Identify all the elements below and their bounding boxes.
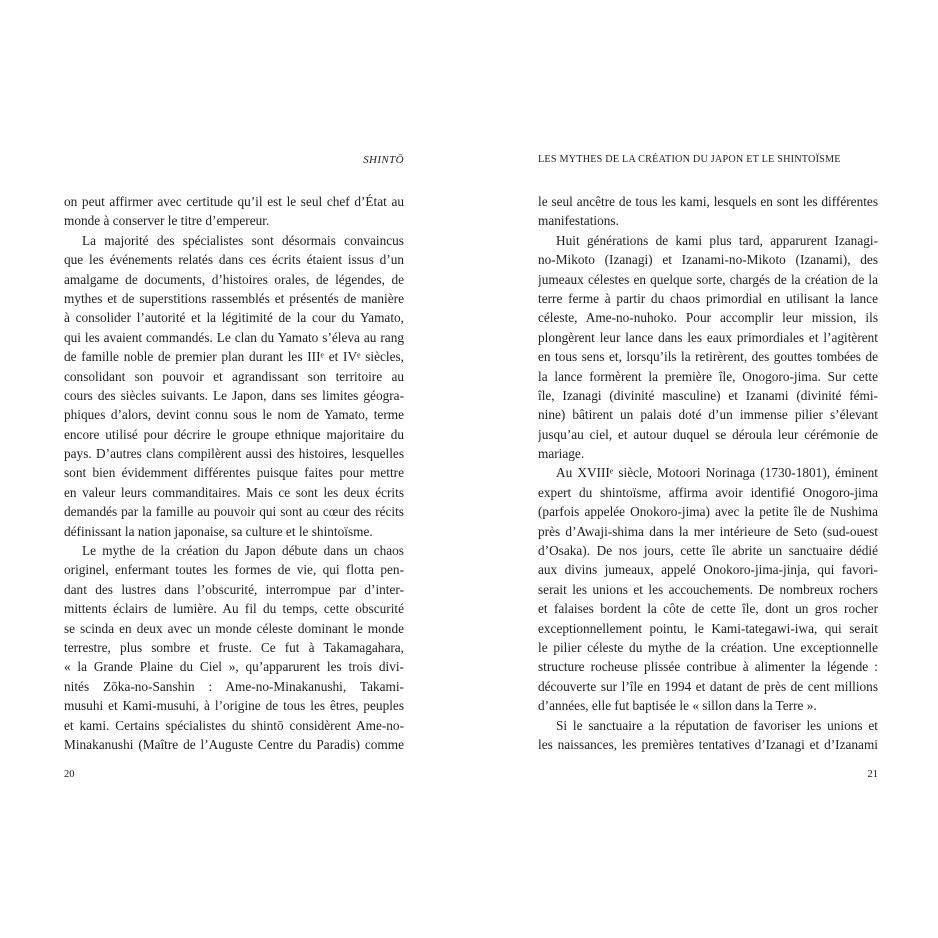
text-line: originel, enfermant toutes les formes de vie, qui flotta pen-	[64, 562, 404, 578]
text-line: aux divins jumeaux, appelé Onokoro-jima-jinja, qui favori-	[538, 562, 878, 578]
text-line: d’années, elle fut baptisée le « sillon dans la Terre ».	[538, 698, 817, 714]
text-line: mariage.	[538, 446, 585, 462]
text-line: mythes et de superstitions rassemblés et présentés de manière	[64, 290, 404, 306]
text-line: amalgame de documents, d’histoires orales, de légendes, de	[64, 271, 404, 287]
text-line: à consolider l’autorité et la légitimité de la cour du Yamato,	[64, 310, 404, 326]
text-line: structure rocheuse plissée contribue à alimenter la légende :	[538, 659, 878, 675]
running-head: LES MYTHES DE LA CRÉATION DU JAPON ET LE SHINTOÏSME	[538, 154, 841, 165]
text-line: en valeur leurs commanditaires. Mais ce sont les deux écrits	[64, 484, 404, 500]
text-line: céleste, Ame-no-nuhoko. Pour accomplir leur mission, ils	[538, 310, 878, 326]
text-line: exceptionnellement pointu, le Kami-tategawi-iwa, qui serait	[538, 620, 878, 636]
text-line: dant des lustres dans l’obscurité, interrompue par d’inter-	[64, 581, 404, 597]
text-line: cours des siècles suivants. Le Japon, dans ses limites géogra-	[64, 387, 404, 403]
text-line: pays. D’autres clans compilèrent aussi des histoires, lesquelles	[64, 446, 404, 462]
text-line: terre ferme à partir du chaos primordial en utilisant la lance	[538, 290, 878, 306]
page-number: 21	[867, 769, 878, 780]
text-line: la lance formèrent la première île, Onogoro-jima. Sur cette	[538, 368, 878, 384]
text-line: expert du shintoïsme, affirma avoir identifié Onogoro-jima	[538, 484, 878, 500]
text-line: et falaises bordent la côte de cette île, dont un gros rocher	[538, 601, 878, 617]
text-line: en tous sens et, lorsqu’ils la retirèrent, des gouttes tombées de	[538, 349, 878, 365]
text-line: que les événements relatés dans ces écrits étaient issus d’un	[64, 252, 404, 268]
text-line: terrestre, plus sombre et fruste. Ce fut à Takamagahara,	[64, 639, 404, 655]
text-line: jusqu’au ciel, et autour duquel se déroula leur cérémonie de	[538, 426, 878, 442]
text-line: nine) bâtirent un palais doté d’un immense pilier s’élevant	[538, 407, 878, 423]
text-line: qui les avaient commandés. Le clan du Yamato s’éleva au rang	[64, 329, 404, 345]
text-line: mittents éclairs de lumière. Au fil du temps, cette obscurité	[64, 601, 404, 617]
text-line: définissant la nation japonaise, sa culture et le shintoïsme.	[64, 523, 373, 539]
text-line: musuhi et Kami-musuhi, à l’origine de tous les êtres, peuples	[64, 698, 404, 714]
text-line: île, Izanagi (divinité masculine) et Izanami (divinité fémi-	[538, 387, 878, 403]
text-line: sont bien évidemment différentes puisque faites pour mettre	[64, 465, 404, 481]
text-line: Si le sanctuaire a la réputation de favoriser les unions et	[556, 717, 878, 733]
text-line: monde à conserver le titre d’empereur.	[64, 213, 270, 229]
text-line: Le mythe de la création du Japon débute dans un chaos	[82, 543, 404, 559]
text-line: d’Osaka). De nos jours, cette île abrite un sanctuaire dédié	[538, 543, 878, 559]
text-line: consolidant son pouvoir et agrandissant son territoire au	[64, 368, 404, 384]
text-line: jumeaux célestes en quelque sorte, chargés de la création de la	[538, 271, 878, 287]
text-line: manifestations.	[538, 213, 619, 229]
text-line: près d’Awaji-shima dans la mer intérieure de Seto (sud-ouest	[538, 523, 878, 539]
text-line: serait les unions et les accouchements. De nombreux rochers	[538, 581, 878, 597]
text-line: se scinda en deux avec un monde céleste dominant le monde	[64, 620, 404, 636]
body-text	[538, 192, 878, 754]
running-head: SHINTŌ	[363, 154, 404, 166]
text-line: le seul ancêtre de tous les kami, lesquels en sont les différentes	[538, 194, 878, 209]
text-line: encore utilisé pour décrire le groupe ethnique majoritaire du	[64, 426, 404, 442]
text-line: « la Grande Plaine du Ciel », qu’apparurent les trois divi-	[64, 659, 404, 675]
text-line: on peut affirmer avec certitude qu’il est le seul chef d’État au	[64, 194, 404, 209]
text-line: phiques d’alors, devint connu sous le nom de Yamato, terme	[64, 407, 404, 423]
text-line: La majorité des spécialistes sont désormais convaincus	[82, 232, 404, 248]
text-line: no-Mikoto (Izanagi) et Izanami-no-Mikoto (Izanami), des	[538, 252, 878, 268]
text-line: demandés par la famille au pouvoir qui sont au cœur des récits	[64, 504, 404, 520]
text-line: (parfois appelée Onokoro-jima) avec la petite île de Nushima	[538, 504, 878, 520]
text-line: et kami. Certains spécialistes du shintō considèrent Ame-no-	[64, 717, 404, 733]
body-text	[64, 192, 404, 754]
text-line: nités Zōka-no-Sanshin : Ame-no-Minakanushi, Takami-	[64, 678, 404, 694]
text-line: le pilier céleste du mythe de la création. Une exceptionnelle	[538, 639, 878, 655]
text-line: plongèrent leur lance dans les eaux primordiales et l’agitèrent	[538, 329, 878, 345]
text-line: de famille noble de premier plan durant les IIIᵉ et IVᵉ siècles,	[64, 349, 404, 365]
text-line: les naissances, les premières tentatives d’Izanagi et d’Izanami	[538, 736, 878, 752]
text-line: découverte sur l’île en 1994 et datant de près de cent millions	[538, 678, 878, 694]
text-line: Huit générations de kami plus tard, apparurent Izanagi-	[556, 232, 878, 248]
text-line: Minakanushi (Maître de l’Auguste Centre du Paradis) comme	[64, 736, 404, 752]
page-number: 20	[64, 769, 75, 780]
text-line: Au XVIIIᵉ siècle, Motoori Norinaga (1730-1801), éminent	[556, 465, 878, 481]
